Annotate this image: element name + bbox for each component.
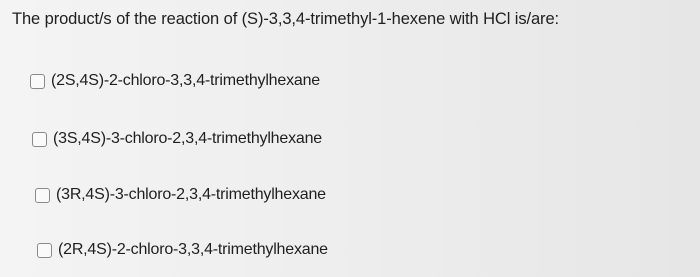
answer-label-3: (3R,4S)-3-chloro-2,3,4-trimethylhexane — [56, 186, 326, 203]
answer-label-4: (2R,4S)-2-chloro-3,3,4-trimethylhexane — [58, 241, 328, 258]
answer-option-1[interactable] — [30, 72, 320, 90]
answer-checkbox-2[interactable] — [32, 132, 47, 147]
answer-checkbox-1[interactable] — [30, 74, 45, 89]
answer-option-4[interactable] — [37, 241, 328, 259]
answer-checkbox-4[interactable] — [37, 243, 52, 258]
answer-option-2[interactable] — [32, 130, 322, 148]
answer-label-2: (3S,4S)-3-chloro-2,3,4-trimethylhexane — [53, 130, 322, 147]
answer-option-3[interactable] — [35, 186, 326, 204]
answer-checkbox-3[interactable] — [35, 188, 50, 203]
answer-label-1: (2S,4S)-2-chloro-3,3,4-trimethylhexane — [51, 72, 320, 89]
question-text: The product/s of the reaction of (S)-3,3,4-trimethyl-1-hexene with HCl is/are: — [12, 10, 560, 28]
